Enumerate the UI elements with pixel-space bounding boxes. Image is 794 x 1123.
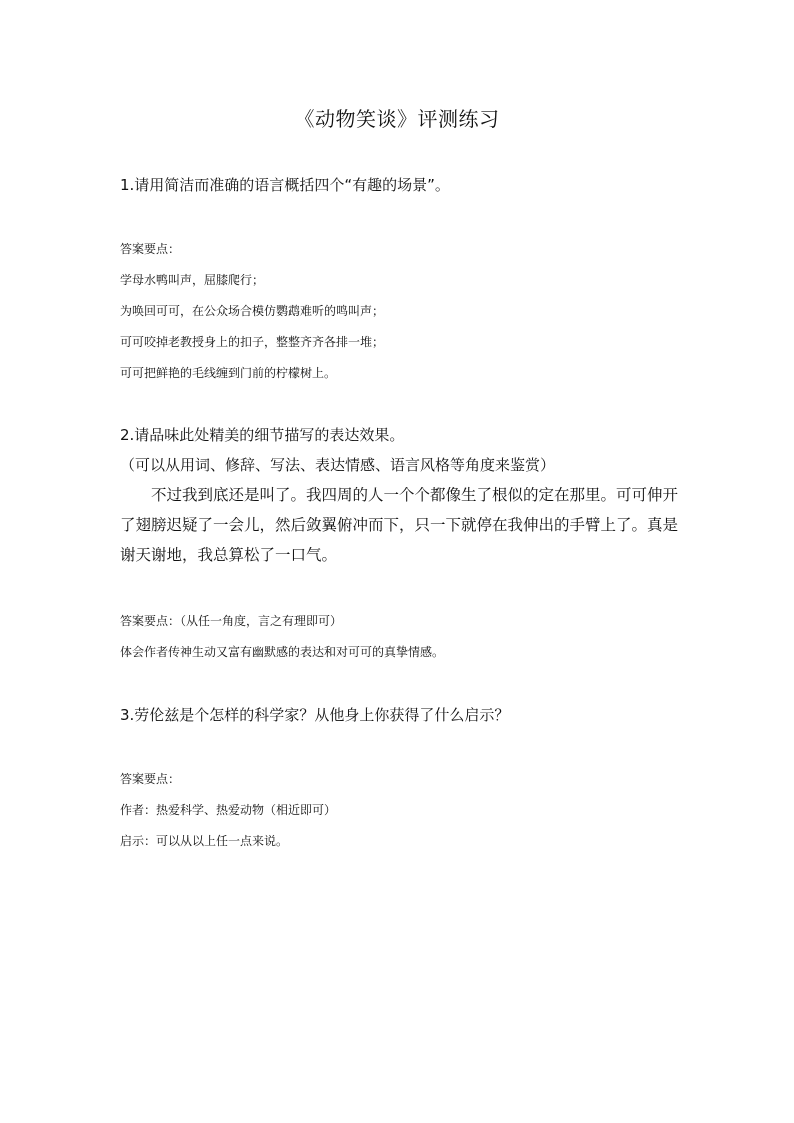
- answer-3-label: 答案要点：: [120, 772, 181, 786]
- question-3: [120, 700, 680, 730]
- answer-3: [120, 764, 680, 857]
- answer-2: [120, 606, 680, 668]
- answer-3-line: 启示：可以从以上任一点来说。: [120, 834, 289, 848]
- question-1: [120, 170, 680, 200]
- answer-2-line: 体会作者传神生动又富有幽默感的表达和对可可的真挚情感。: [120, 645, 445, 659]
- question-2-text: 2.请品味此处精美的细节描写的表达效果。: [120, 426, 405, 444]
- question-2-hint: （可以从用词、修辞、写法、表达情感、语言风格等角度来鉴赏）: [120, 456, 556, 474]
- page-title: 《动物笑谈》评测练习: [294, 107, 500, 131]
- question-2-passage: 不过我到底还是叫了。我四周的人一个个都像生了根似的定在那里。可可伸开了翅膀迟疑了一会儿，然后敛翼俯冲而下，只一下就停在我伸出的手臂上了。真是谢天谢地，我总算松了一口气。: [120, 486, 679, 564]
- answer-1-line: 可可咬掉老教授身上的扣子，整整齐齐各排一堆；: [120, 335, 385, 349]
- question-2: [120, 420, 680, 570]
- answer-1-label: 答案要点：: [120, 242, 181, 256]
- answer-1-line: 为唤回可可，在公众场合模仿鹦鹉难听的鸣叫声；: [120, 304, 385, 318]
- question-3-text: 3.劳伦兹是个怎样的科学家？从他身上你获得了什么启示？: [120, 706, 510, 724]
- answer-1: [120, 234, 680, 389]
- answer-2-label: 答案要点：（从任一角度，言之有理即可）: [120, 614, 343, 628]
- answer-1-line: 可可把鲜艳的毛线缠到门前的柠檬树上。: [120, 366, 337, 380]
- answer-1-line: 学母水鸭叫声，屈膝爬行；: [120, 273, 265, 287]
- answer-3-line: 作者：热爱科学、热爱动物（相近即可）: [120, 803, 337, 817]
- question-1-text: 1.请用简洁而准确的语言概括四个“有趣的场景”。: [120, 176, 450, 194]
